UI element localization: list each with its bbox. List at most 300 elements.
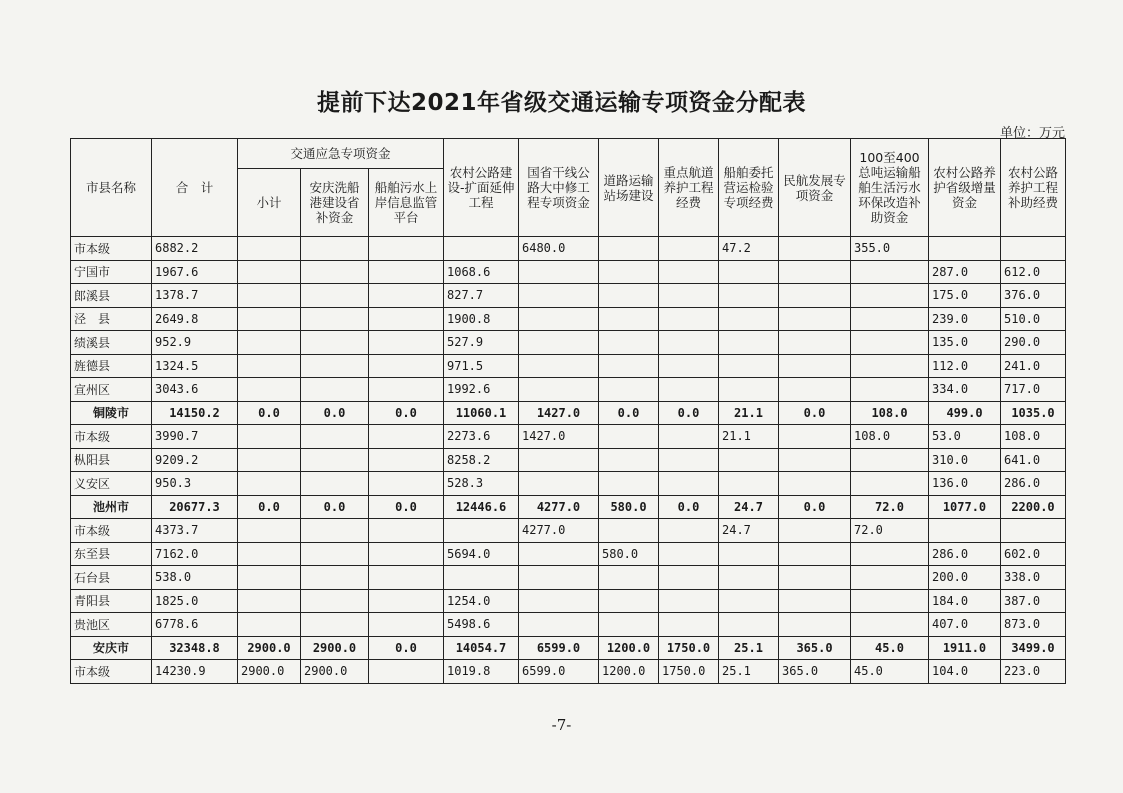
region-name-cell: 安庆市 [71,636,152,660]
amount-cell [519,307,599,331]
amount-cell [1001,237,1066,261]
amount-cell: 108.0 [1001,425,1066,449]
amount-cell [659,589,719,613]
amount-cell: 241.0 [1001,354,1066,378]
amount-cell [659,237,719,261]
amount-cell: 20677.3 [152,495,238,519]
amount-cell [659,378,719,402]
amount-cell [519,589,599,613]
page-title: 提前下达2021年省级交通运输专项资金分配表 [316,90,806,116]
amount-cell [851,542,929,566]
amount-cell [599,448,659,472]
amount-cell [719,472,779,496]
amount-cell [719,613,779,637]
amount-cell [301,237,369,261]
amount-cell [599,354,659,378]
amount-cell [301,472,369,496]
amount-cell: 0.0 [301,495,369,519]
amount-cell [719,566,779,590]
amount-cell [779,354,851,378]
amount-cell [779,542,851,566]
amount-cell: 528.3 [444,472,519,496]
amount-cell: 1992.6 [444,378,519,402]
amount-cell [719,284,779,308]
amount-cell [659,425,719,449]
header-aviation: 民航发展专项资金 [779,139,851,237]
amount-cell: 45.0 [851,636,929,660]
amount-cell: 1900.8 [444,307,519,331]
region-name-cell: 市本级 [71,237,152,261]
amount-cell [369,589,444,613]
amount-cell [369,448,444,472]
table-row [71,660,1066,684]
amount-cell: 2900.0 [238,636,301,660]
amount-cell: 1254.0 [444,589,519,613]
amount-cell [599,613,659,637]
table-row [71,472,1066,496]
amount-cell [719,354,779,378]
amount-cell: 4277.0 [519,495,599,519]
amount-cell: 499.0 [929,401,1001,425]
amount-cell [519,448,599,472]
amount-cell [659,331,719,355]
amount-cell: 184.0 [929,589,1001,613]
amount-cell: 200.0 [929,566,1001,590]
amount-cell: 1967.6 [152,260,238,284]
amount-cell [238,378,301,402]
header-name: 市县名称 [71,139,152,237]
amount-cell [599,589,659,613]
amount-cell: 24.7 [719,495,779,519]
region-name-cell: 池州市 [71,495,152,519]
amount-cell: 5498.6 [444,613,519,637]
amount-cell: 1035.0 [1001,401,1066,425]
amount-cell [519,260,599,284]
amount-cell [779,331,851,355]
amount-cell: 873.0 [1001,613,1066,637]
amount-cell [369,354,444,378]
amount-cell [1001,519,1066,543]
header-waterway: 重点航道养护工程经费 [659,139,719,237]
amount-cell [851,589,929,613]
amount-cell: 3043.6 [152,378,238,402]
amount-cell [519,566,599,590]
amount-cell [519,378,599,402]
amount-cell: 527.9 [444,331,519,355]
amount-cell: 1911.0 [929,636,1001,660]
amount-cell [659,613,719,637]
amount-cell: 0.0 [659,401,719,425]
amount-cell: 580.0 [599,495,659,519]
amount-cell: 0.0 [659,495,719,519]
region-name-cell: 宣州区 [71,378,152,402]
table-row [71,448,1066,472]
amount-cell: 8258.2 [444,448,519,472]
amount-cell [719,331,779,355]
region-name-cell: 市本级 [71,660,152,684]
amount-cell [779,307,851,331]
amount-cell: 6599.0 [519,660,599,684]
amount-cell: 950.3 [152,472,238,496]
amount-cell: 538.0 [152,566,238,590]
amount-cell [659,284,719,308]
amount-cell [719,542,779,566]
amount-cell: 717.0 [1001,378,1066,402]
amount-cell: 6480.0 [519,237,599,261]
amount-cell [369,260,444,284]
amount-cell [659,307,719,331]
amount-cell [599,307,659,331]
amount-cell: 387.0 [1001,589,1066,613]
amount-cell: 175.0 [929,284,1001,308]
amount-cell [929,237,1001,261]
table-body [71,237,1066,684]
unit-label: 单位：万元 [999,126,1065,141]
amount-cell: 72.0 [851,519,929,543]
amount-cell: 612.0 [1001,260,1066,284]
header-ship-inspect: 船舶委托营运检验专项经费 [719,139,779,237]
amount-cell: 286.0 [929,542,1001,566]
amount-cell: 1200.0 [599,636,659,660]
amount-cell [779,378,851,402]
amount-cell [599,260,659,284]
amount-cell [369,566,444,590]
amount-cell: 2200.0 [1001,495,1066,519]
amount-cell [238,519,301,543]
amount-cell [659,448,719,472]
amount-cell [519,613,599,637]
amount-cell: 32348.8 [152,636,238,660]
amount-cell: 286.0 [1001,472,1066,496]
amount-cell [599,472,659,496]
amount-cell: 104.0 [929,660,1001,684]
amount-cell [599,425,659,449]
header-emergency-anqing: 安庆洗船港建设省补资金 [301,169,369,237]
table-row [71,378,1066,402]
region-name-cell: 石台县 [71,566,152,590]
amount-cell [659,542,719,566]
amount-cell [659,566,719,590]
amount-cell: 338.0 [1001,566,1066,590]
amount-cell [719,448,779,472]
amount-cell [851,566,929,590]
amount-cell: 355.0 [851,237,929,261]
amount-cell [369,237,444,261]
amount-cell: 47.2 [719,237,779,261]
amount-cell: 0.0 [238,495,301,519]
amount-cell: 6882.2 [152,237,238,261]
table-row [71,307,1066,331]
table-row [71,284,1066,308]
amount-cell [301,307,369,331]
amount-cell: 1378.7 [152,284,238,308]
amount-cell: 2649.8 [152,307,238,331]
region-name-cell: 青阳县 [71,589,152,613]
amount-cell [238,472,301,496]
allocation-table [70,138,1066,684]
amount-cell: 4277.0 [519,519,599,543]
amount-cell [851,331,929,355]
region-name-cell: 贵池区 [71,613,152,637]
amount-cell: 136.0 [929,472,1001,496]
amount-cell [599,519,659,543]
amount-cell: 2900.0 [238,660,301,684]
amount-cell [369,613,444,637]
amount-cell: 827.7 [444,284,519,308]
amount-cell [599,566,659,590]
amount-cell [519,331,599,355]
amount-cell [238,260,301,284]
amount-cell: 25.1 [719,636,779,660]
amount-cell: 4373.7 [152,519,238,543]
table-row [71,331,1066,355]
amount-cell [369,378,444,402]
amount-cell [779,260,851,284]
amount-cell: 9209.2 [152,448,238,472]
amount-cell: 11060.1 [444,401,519,425]
amount-cell: 12446.6 [444,495,519,519]
amount-cell: 407.0 [929,613,1001,637]
table-row [71,519,1066,543]
amount-cell [719,260,779,284]
amount-cell [301,542,369,566]
amount-cell: 287.0 [929,260,1001,284]
amount-cell: 2273.6 [444,425,519,449]
amount-cell [779,613,851,637]
amount-cell: 334.0 [929,378,1001,402]
amount-cell: 602.0 [1001,542,1066,566]
amount-cell: 25.1 [719,660,779,684]
amount-cell: 290.0 [1001,331,1066,355]
header-emergency-ship: 船舶污水上岸信息监管平台 [369,169,444,237]
amount-cell [301,378,369,402]
amount-cell [238,331,301,355]
header-emergency-group: 交通应急专项资金 [238,139,444,169]
amount-cell [301,519,369,543]
amount-cell: 952.9 [152,331,238,355]
amount-cell [301,425,369,449]
city-subtotal-row [71,636,1066,660]
amount-cell [599,237,659,261]
amount-cell [444,519,519,543]
amount-cell: 135.0 [929,331,1001,355]
amount-cell: 1750.0 [659,636,719,660]
amount-cell [519,284,599,308]
amount-cell [301,331,369,355]
amount-cell: 0.0 [369,495,444,519]
amount-cell [851,307,929,331]
region-name-cell: 市本级 [71,519,152,543]
amount-cell [851,260,929,284]
amount-cell [519,542,599,566]
amount-cell [599,331,659,355]
amount-cell [929,519,1001,543]
header-sewage: 100至400总吨运输船舶生活污水环保改造补助资金 [851,139,929,237]
amount-cell [301,566,369,590]
amount-cell [659,260,719,284]
amount-cell [719,307,779,331]
amount-cell [599,378,659,402]
amount-cell: 5694.0 [444,542,519,566]
amount-cell: 0.0 [301,401,369,425]
amount-cell: 14150.2 [152,401,238,425]
region-name-cell: 枞阳县 [71,448,152,472]
amount-cell [851,354,929,378]
amount-cell: 112.0 [929,354,1001,378]
amount-cell [779,472,851,496]
amount-cell [238,542,301,566]
amount-cell: 0.0 [779,495,851,519]
amount-cell: 1077.0 [929,495,1001,519]
header-trunk: 国省干线公路大中修工程专项资金 [519,139,599,237]
amount-cell [238,284,301,308]
amount-cell: 1200.0 [599,660,659,684]
region-name-cell: 义安区 [71,472,152,496]
amount-cell [238,448,301,472]
amount-cell: 1068.6 [444,260,519,284]
amount-cell: 2900.0 [301,636,369,660]
amount-cell: 108.0 [851,401,929,425]
city-subtotal-row [71,401,1066,425]
amount-cell [779,448,851,472]
table-row [71,260,1066,284]
amount-cell: 510.0 [1001,307,1066,331]
amount-cell [369,519,444,543]
amount-cell: 365.0 [779,660,851,684]
region-name-cell: 宁国市 [71,260,152,284]
amount-cell: 641.0 [1001,448,1066,472]
amount-cell: 0.0 [779,401,851,425]
region-name-cell: 郎溪县 [71,284,152,308]
amount-cell [779,519,851,543]
amount-cell: 1427.0 [519,425,599,449]
region-name-cell: 旌德县 [71,354,152,378]
amount-cell [659,472,719,496]
amount-cell: 0.0 [238,401,301,425]
header-rural-increase: 农村公路养护省级增量资金 [929,139,1001,237]
header-station: 道路运输站场建设 [599,139,659,237]
amount-cell: 14230.9 [152,660,238,684]
table-row [71,237,1066,261]
region-name-cell: 铜陵市 [71,401,152,425]
amount-cell [779,284,851,308]
amount-cell: 3499.0 [1001,636,1066,660]
amount-cell [519,472,599,496]
table-row [71,566,1066,590]
amount-cell: 0.0 [369,636,444,660]
amount-cell [779,425,851,449]
amount-cell: 0.0 [369,401,444,425]
city-subtotal-row [71,495,1066,519]
amount-cell [719,589,779,613]
amount-cell [301,260,369,284]
amount-cell [301,354,369,378]
amount-cell [238,613,301,637]
amount-cell [369,425,444,449]
amount-cell [238,307,301,331]
amount-cell [369,331,444,355]
amount-cell: 6778.6 [152,613,238,637]
amount-cell: 53.0 [929,425,1001,449]
amount-cell: 1750.0 [659,660,719,684]
amount-cell [238,354,301,378]
amount-cell: 580.0 [599,542,659,566]
amount-cell [851,448,929,472]
table-row [71,542,1066,566]
region-name-cell: 东至县 [71,542,152,566]
amount-cell [719,378,779,402]
amount-cell: 14054.7 [444,636,519,660]
amount-cell [779,589,851,613]
amount-cell: 0.0 [599,401,659,425]
amount-cell: 376.0 [1001,284,1066,308]
header-total: 合 计 [152,139,238,237]
amount-cell [369,284,444,308]
amount-cell [851,378,929,402]
amount-cell [369,542,444,566]
amount-cell [238,237,301,261]
amount-cell: 45.0 [851,660,929,684]
amount-cell: 310.0 [929,448,1001,472]
amount-cell [659,354,719,378]
amount-cell: 24.7 [719,519,779,543]
amount-cell [301,448,369,472]
amount-cell: 21.1 [719,401,779,425]
amount-cell: 6599.0 [519,636,599,660]
amount-cell: 1825.0 [152,589,238,613]
amount-cell [238,425,301,449]
amount-cell [444,237,519,261]
amount-cell [238,566,301,590]
page-number: -7- [551,716,572,734]
amount-cell: 971.5 [444,354,519,378]
amount-cell [779,237,851,261]
amount-cell: 7162.0 [152,542,238,566]
region-name-cell: 绩溪县 [71,331,152,355]
header-rural-subsidy: 农村公路养护工程补助经费 [1001,139,1066,237]
amount-cell: 1019.8 [444,660,519,684]
amount-cell [301,284,369,308]
amount-cell [851,284,929,308]
amount-cell [238,589,301,613]
amount-cell [779,566,851,590]
amount-cell [301,589,369,613]
amount-cell: 1324.5 [152,354,238,378]
amount-cell [519,354,599,378]
region-name-cell: 泾 县 [71,307,152,331]
amount-cell: 239.0 [929,307,1001,331]
amount-cell: 21.1 [719,425,779,449]
amount-cell [851,472,929,496]
table-row [71,589,1066,613]
amount-cell: 223.0 [1001,660,1066,684]
table-row [71,425,1066,449]
amount-cell: 72.0 [851,495,929,519]
amount-cell: 3990.7 [152,425,238,449]
table-row [71,613,1066,637]
amount-cell [369,307,444,331]
amount-cell [369,660,444,684]
amount-cell [444,566,519,590]
table-row [71,354,1066,378]
amount-cell [659,519,719,543]
header-emergency-subtotal: 小计 [238,169,301,237]
amount-cell [599,284,659,308]
amount-cell [369,472,444,496]
amount-cell [851,613,929,637]
amount-cell: 2900.0 [301,660,369,684]
amount-cell: 1427.0 [519,401,599,425]
